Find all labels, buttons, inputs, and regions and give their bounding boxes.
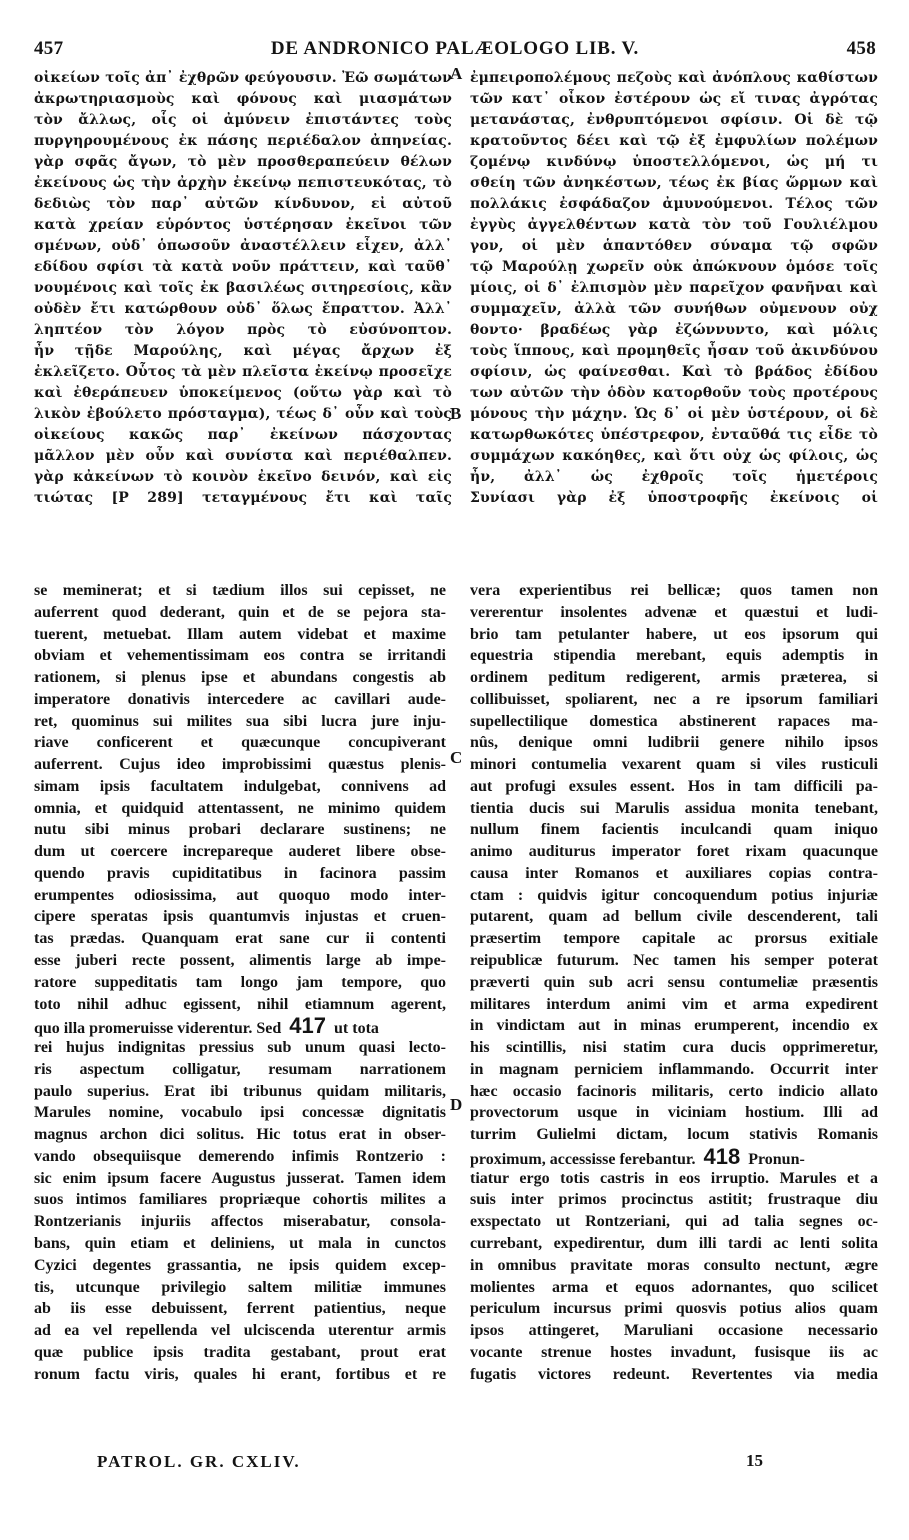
text-line: in omnibus pravitate moras consulto nectunt, ægre <box>470 1256 878 1274</box>
text-line: Rontzerianis injuriis affectos miserabatur, consola- <box>34 1213 446 1231</box>
text-line: τὸν ἄλλως, οἷς οἱ ἀμύνειν ἐπιστάντες τοὺς <box>34 112 452 128</box>
greek-text-left-column <box>34 68 452 509</box>
text-line: animo auditurus imperator foret rixam quacunque <box>470 843 878 861</box>
text-line: ἐκλεῖζετο. Οὗτος τὰ μὲν πλεῖστα ἐκείνῳ προσεῖχε <box>34 364 452 380</box>
text-line: militares interdum animi vim et arma expedirent <box>470 995 878 1013</box>
text-line: rationem, si plenus ipse et abundans congestis ab <box>34 669 446 687</box>
text-line: in vindictam aut in minas erumperent, incendio ex <box>470 1017 878 1035</box>
text-line: οἰκείων τοῖς ἀπ᾽ ἐχθρῶν φεύγουσιν. Ἐῶ σωμάτων <box>34 70 452 86</box>
text-line: brio tam petulanter habere, ut eos ipsorum qui <box>470 625 878 643</box>
text-line: esse juberi recte possent, alimentis large ab impe- <box>34 952 446 970</box>
text-line: exspectato ut Rontzeriani, qui ad talia segnes oc- <box>470 1213 878 1231</box>
text-line: ἐγγὺς ἀγγελθέντων κατὰ τὸν τοῦ Γουλιέλμου <box>470 217 878 233</box>
text-line: καὶ ἐθεράπευεν ὑποκείμενος (οὕτω γὰρ καὶ τὸ <box>34 385 452 401</box>
margin-marker-d: D <box>450 1095 463 1114</box>
text-line: præverti quin sub acri sensu contumeliæ præsentis <box>470 973 878 991</box>
text-line: γὰρ σφᾶς ἄγων, τὸ μὲν προσθεραπεύειν θέλων <box>34 154 452 170</box>
text-line: vando obsequiisque demerendo infimis Rontzerio : <box>34 1147 446 1165</box>
text-line: ratore suppeditatis tam longo jam tempore, quo <box>34 973 446 991</box>
text-line: των αὐτῶν τὴν ὁδὸν κατορθοῦν τοὺς προτέρους <box>470 385 878 401</box>
text-line: γὰρ κἀκείνων τὸ κοινὸν ἐκεῖνο δεινόν, καὶ εἰς <box>34 469 452 485</box>
margin-marker-c: C <box>450 748 463 767</box>
margin-marker-b: B <box>450 404 462 423</box>
text-line: εδίδου σφίσι τὰ κατὰ νοῦν πράττειν, καὶ ταῦθ᾽ <box>34 259 452 275</box>
text-line: in magnam perniciem inflammando. Occurrit inter <box>470 1060 878 1078</box>
text-line: omnia, et quidquid attentassent, ne minimo quidem <box>34 799 446 817</box>
text-line: γον, οἱ μὲν ἁπαντόθεν σύναμα τῷ σφῶν <box>470 238 878 254</box>
text-line: auferrent quod dederant, quin et de se pejora sta- <box>34 603 446 621</box>
text-line: κρατοῦντος δέει καὶ τῷ ἐξ ἐμφυλίων πολέμων <box>470 133 878 149</box>
text-line: causa inter Romanos et auxiliares copias contra- <box>470 864 878 882</box>
text-line: ζομένῳ κινδύνῳ ὑποστελλόμενοι, ὡς μή τι <box>470 154 878 170</box>
text-line: οἰκείους κακῶς παρ᾽ ἐκείνων πάσχοντας <box>34 427 452 443</box>
text-line: τοὺς ἵππους, καὶ προμηθεῖς ἦσαν τοῦ ἀκινδύνου <box>470 343 878 359</box>
footer-signature-number: 15 <box>746 1451 763 1470</box>
text-line: ab iis esse debuissent, ferrent patientius, neque <box>34 1300 446 1318</box>
text-line: se meminerat; et si tædium illos sui cepisset, ne <box>34 582 446 599</box>
text-line: nutu sibi minus probari declarare sustinens; ne <box>34 821 446 839</box>
text-line: periculum incursus primi quosvis potius alios quam <box>470 1300 878 1318</box>
margin-marker-a: A <box>450 64 463 83</box>
text-line: his scintillis, nisi statim cura ducis opprimeretur, <box>470 1039 878 1057</box>
text-line: præsertim tempore capitale ac prorsus exitiale <box>470 930 878 948</box>
text-line: σθείη τῶν ἀνηκέστων, τέως ἐκ βίας ὥρμων καὶ <box>470 175 878 191</box>
original-page-number: 418 <box>703 1145 741 1168</box>
text-line: ἐμπειροπολέμους πεζοὺς καὶ ἀνόπλους καθίστων <box>470 70 878 86</box>
text-line: ἀκρωτηριασμοὺς καὶ φόνους καὶ μιασμάτων <box>34 91 452 107</box>
text-line: μετανάστας, ἐνθρυπτόμενοι σφίσιν. Οἱ δὲ τῷ <box>470 112 878 128</box>
text-line: ordinem peditum redigerent, armis præterea, si <box>470 669 878 687</box>
text-line: συμμάχων κακόηθες, καὶ ὅτι οὐχ ὡς φίλοις, ὡς <box>470 448 878 464</box>
page-number-right: 458 <box>846 38 876 59</box>
text-line: νουμένοις καὶ τοῖς ἐκ βασιλέως σιτηρεσίοις, κἂν <box>34 280 452 296</box>
text-line: σμένων, οὐδ᾽ ὁπωσοῦν ἀναστέλλειν εἶχεν, ἀλλ᾽ <box>34 238 452 254</box>
text-line: reipublicæ futurum. Nec tamen his semper poterat <box>470 952 878 970</box>
latin-text-left-column <box>34 580 446 1385</box>
text-line: currebant, expedirentur, dum illi tardi ac lenti solita <box>470 1234 878 1252</box>
text-line <box>470 1146 878 1168</box>
text-line: ληπτέον τὸν λόγον πρὸς τὸ εὐσύνοπτον. <box>34 322 452 338</box>
line-text-continuation: Pronun- <box>748 1150 805 1168</box>
text-line: vera experientibus rei bellicæ; quos tamen non <box>470 582 878 599</box>
text-line: ctam : quidvis igitur concoquendum potius injuriæ <box>470 886 878 904</box>
text-line: οὐδὲν ἔτι κατώρθουν οὐδ᾽ ὅλως ἔπραττον. Ἀλλ᾽ <box>34 301 452 317</box>
text-line: equestria stipendia merebant, equis ademptis in <box>470 647 878 665</box>
text-line: quendo pravis cupiditatibus in facinora passim <box>34 864 446 882</box>
text-line: turrim Gulielmi dictam, locum stativis Romanis <box>470 1126 878 1144</box>
text-line: ad ea vel repellenda vel ulciscenda uterentur armis <box>34 1322 446 1340</box>
text-line: ἐκείνους ὡς τὴν ἀρχὴν ἐκείνῳ πεπιστευκότας, τὸ <box>34 175 452 191</box>
text-line: provectorum usque in viciniam hostium. Illi ad <box>470 1104 878 1122</box>
text-line: paulo superius. Erat ibi tribunus quidam militaris, <box>34 1082 446 1100</box>
text-line: aut profugi exsules essent. Hos in tam difficili pa- <box>470 777 878 795</box>
text-line: bans, quin etiam et deliniens, ut mala in cunctos <box>34 1234 446 1252</box>
text-line: δεδιὼς τὸν παρ᾽ αὐτῶν κίνδυνον, εἰ αὐτοῦ <box>34 196 452 212</box>
latin-text-right-column <box>470 580 878 1385</box>
line-text-continuation: ut tota <box>334 1020 379 1038</box>
text-line: suis inter primos procinctus astitit; frustraque diu <box>470 1191 878 1209</box>
text-line: Συνίασι γὰρ ἐξ ὑποστροφῆς ἐκείνοις οἱ <box>470 490 878 506</box>
text-line: supellectilique domestica abstinerent rapaces ma- <box>470 712 878 730</box>
greek-text-right-column <box>470 68 878 509</box>
text-line: ἦν, ἀλλ᾽ ὡς ἐχθροῖς τοῖς ἡμετέροις <box>470 469 878 485</box>
text-line <box>34 1015 446 1037</box>
text-line: tientia ducis sui Marulis assidua monita tenebant, <box>470 799 878 817</box>
text-line: imperatore donativis intercedere ac cavillari aude- <box>34 690 446 708</box>
text-line: λικὸν ἐβούλετο πρόσταγμα), τέως δ᾽ οὖν καὶ τοὺς <box>34 406 452 422</box>
text-line: κατὰ χρείαν εὑρόντος ὑστέρησαν ἐκεῖνοι τῶν <box>34 217 452 233</box>
text-line: τῷ Μαρούλῃ χωρεῖν οὐκ ἀπώκνουν ὁμόσε τοῖς <box>470 259 878 275</box>
text-line: τῶν κατ᾽ οἶκον ἐστέρουν ὡς εἴ τινας ἀγρότας <box>470 91 878 107</box>
text-line: μᾶλλον μὲν οὖν καὶ συνίστα καὶ περιέθαλπεν. <box>34 448 452 464</box>
text-line: σφίσιν, ὡς φαίνεσθαι. Καὶ τὸ βράδος ἐδίδου <box>470 364 878 380</box>
text-line: tas prædas. Quanquam erat sane cur ii contenti <box>34 930 446 948</box>
text-line: rei hujus indignitas pressius sub unum quasi lecto- <box>34 1039 446 1057</box>
text-line: magnus archon dici solitus. Hic totus erat in obser- <box>34 1126 446 1144</box>
text-line: riave conficerent et quæcunque concupiverant <box>34 734 446 752</box>
text-line: cipere speratas ipsis quantumvis injustas et cruen- <box>34 908 446 926</box>
text-line: erumpentes odiosissima, aut quoquo modo inter- <box>34 886 446 904</box>
text-line: molientes arma et equos adornantes, quo scilicet <box>470 1278 878 1296</box>
text-line: τιώτας [P 289] τεταγμένους ἔτι καὶ ταῖς <box>34 490 452 506</box>
text-line: συμμαχεῖν, ἀλλὰ τῶν συνήθων οὐμενουν οὐχ <box>470 301 878 317</box>
text-line: quæ publice ipsis tradita gestabant, prout erat <box>34 1343 446 1361</box>
text-line: ret, quominus sui milites sua sibi lucra jure inju- <box>34 712 446 730</box>
text-line: tuerent, metuebat. Illam autem videbat et maxime <box>34 625 446 643</box>
text-line: πολλάκις ἐσφάδαζον ἀμυνούμενοι. Τέλος τῶν <box>470 196 878 212</box>
text-line: hæc occasio facinoris militaris, certo indicio allato <box>470 1082 878 1100</box>
text-line: nûs, denique omni ludibrii genere nihilo ipsos <box>470 734 878 752</box>
original-page-number: 417 <box>289 1015 327 1038</box>
text-line: collibuisset, spoliarent, nec a re ipsorum familiari <box>470 690 878 708</box>
text-line: vererentur insolentes advenæ et quæstui et ludi- <box>470 603 878 621</box>
text-line: simam ipsis facultatem indulgebat, connivens ad <box>34 777 446 795</box>
text-line: nullum finem facientis inculcandi quam iniquo <box>470 821 878 839</box>
text-line: dum ut coercere increpareque auderet libere obse- <box>34 843 446 861</box>
text-line: πυργηρουμένους ἐκ πάσης περιέδαλον ἀπηνείας. <box>34 133 452 149</box>
text-line: θοντο· βραδέως γὰρ ἐζώννυντο, καὶ μόλις <box>470 322 878 338</box>
text-line: ronum factu viris, quales hi erant, fortibus et re <box>34 1365 446 1383</box>
text-line: κατωρθωκότες ὑπέστρεφον, ἐνταῦθά τις εἶδε τὸ <box>470 427 878 443</box>
line-text: proximum, accessisse ferebantur. <box>470 1150 696 1168</box>
text-line: μόνους τὴν μάχην. Ὡς δ᾽ οἱ μὲν ὑστέρουν, οἱ δὲ <box>470 406 878 422</box>
footer-series-label: PATROL. GR. CXLIV. <box>97 1452 301 1471</box>
text-line: μίοις, οἱ δ᾽ ἐλπισμὸν μὲν παρεῖχον φανῆναι καὶ <box>470 280 878 296</box>
page-number-left: 457 <box>34 38 64 59</box>
text-line: ris aspectum colligatur, resumam narrationem <box>34 1060 446 1078</box>
text-line: ἦν τῇδε Μαρούλης, καὶ μέγας ἄρχων ἐξ <box>34 343 452 359</box>
text-line: suos intimos familiares propriæque cohortis milites a <box>34 1191 446 1209</box>
text-line: tis, utcunque privilegio saltem militiæ immunes <box>34 1278 446 1296</box>
text-line: vocante strenue hostes invadunt, fusisque iis ac <box>470 1343 878 1361</box>
text-line: auferrent. Cujus ideo improbissimi quæstus plenis- <box>34 756 446 774</box>
text-line: putarent, quam ad bellum civile descenderent, tali <box>470 908 878 926</box>
text-line: minori contumelia vexarent quam si viles rusticuli <box>470 756 878 774</box>
text-line: ipsos attingeret, Maruliani occasione necessario <box>470 1322 878 1340</box>
text-line: obviam et vehementissimam eos contra se irritandi <box>34 647 446 665</box>
text-line: toto nihil adhuc egissent, nihil etiamnum agerent, <box>34 995 446 1013</box>
text-line: fugatis victores redeunt. Revertentes via media <box>470 1365 878 1383</box>
text-line: Cyzici degentes grassantia, ne ipsis quidem excep- <box>34 1256 446 1274</box>
text-line: sic enim ipsum facere Augustus jusserat. Tamen idem <box>34 1169 446 1187</box>
running-header <box>34 38 876 60</box>
text-line: tiatur ergo totis castris in eos irruptio. Marules et a <box>470 1169 878 1187</box>
text-line: Marules nomine, vocabulo ipsi concessæ dignitatis <box>34 1104 446 1122</box>
running-title: DE ANDRONICO PALÆOLOGO LIB. V. <box>270 38 640 59</box>
line-text: quo illa promeruisse viderentur. Sed <box>34 1020 282 1038</box>
